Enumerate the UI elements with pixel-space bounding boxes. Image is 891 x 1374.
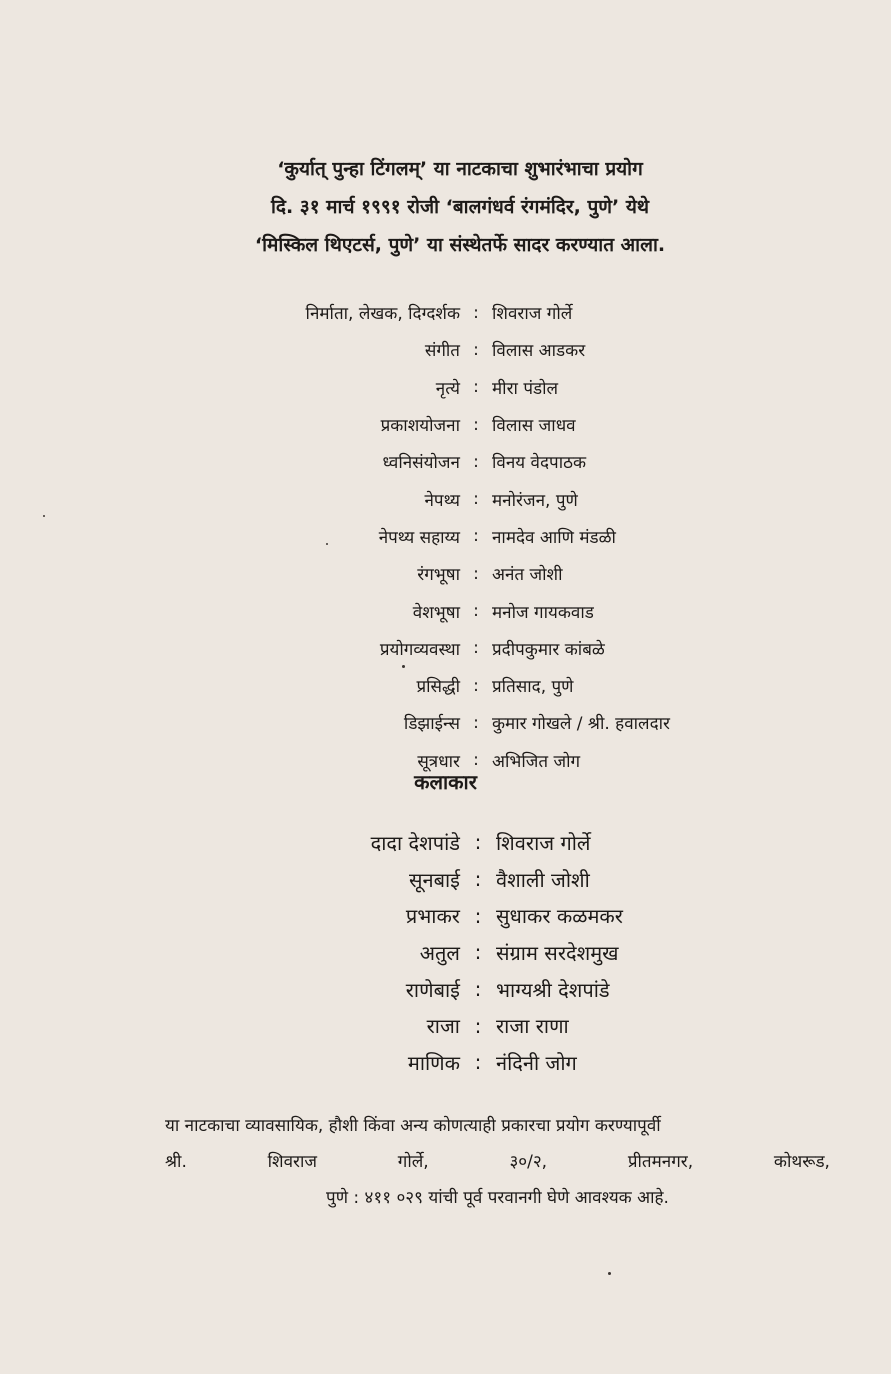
- credit-separator: :: [473, 377, 479, 398]
- credit-role: सूत्रधार: [417, 751, 460, 772]
- paper-speck: [326, 543, 328, 545]
- premiere-note-line: दि. ३१ मार्च १९९१ रोजी ‘बालगंधर्व रंगमंदिर, पुणे’ येथे: [270, 196, 650, 218]
- credit-name: प्रतिसाद, पुणे: [492, 677, 574, 698]
- credit-name: मीरा पंडोल: [492, 378, 559, 399]
- cast-actor: सुधाकर कळमकर: [496, 904, 623, 929]
- credit-row: [120, 369, 820, 406]
- credit-role: डिझाईन्स: [403, 714, 460, 735]
- credit-row: [120, 406, 820, 443]
- credit-row: [120, 331, 820, 368]
- cast-character: अतुल: [419, 940, 460, 965]
- paper-speck: [402, 665, 405, 668]
- notice-word: श्री.: [165, 1152, 187, 1172]
- credit-row: [120, 667, 820, 704]
- cast-actor: राजा राणा: [496, 1014, 569, 1039]
- cast-character: दादा देशपांडे: [370, 830, 460, 855]
- cast-separator: :: [474, 1050, 482, 1075]
- cast-actor: भाग्यश्री देशपांडे: [496, 977, 610, 1002]
- credit-row: [120, 294, 820, 331]
- credit-name: कुमार गोखले / श्री. हवालदार: [492, 714, 670, 735]
- credit-name: विलास जाधव: [492, 416, 576, 437]
- credit-separator: :: [473, 601, 479, 622]
- cast-actor: शिवराज गोर्ले: [496, 830, 591, 855]
- credit-row: [120, 518, 820, 555]
- cast-character: प्रभाकर: [405, 904, 460, 929]
- credit-name: नामदेव आणि मंडळी: [492, 527, 616, 548]
- credit-separator: :: [473, 302, 479, 323]
- credit-row: [120, 592, 820, 629]
- cast-row: [120, 971, 820, 1008]
- paper-speck: [43, 515, 45, 517]
- credit-name: शिवराज गोर्ले: [492, 304, 573, 325]
- notice-word: कोथरूड,: [773, 1152, 830, 1172]
- credit-name: अनंत जोशी: [492, 565, 563, 586]
- credit-role: संगीत: [424, 341, 460, 362]
- credit-separator: :: [473, 451, 479, 472]
- credit-role: प्रसिद्धी: [416, 677, 460, 698]
- credit-role: नृत्ये: [435, 378, 460, 399]
- cast-separator: :: [474, 830, 482, 855]
- cast-actor: नंदिनी जोग: [496, 1050, 577, 1075]
- paper-speck: [608, 1272, 611, 1275]
- premiere-note-line: ‘मिस्किल थिएटर्स, पुणे’ या संस्थेतर्फे सादर करण्यात आला.: [254, 234, 666, 256]
- cast-separator: :: [474, 867, 482, 892]
- cast-separator: :: [474, 977, 482, 1002]
- credit-separator: :: [473, 526, 479, 547]
- notice-word: शिवराज: [267, 1152, 317, 1172]
- credit-role: नेपथ्य: [424, 490, 460, 511]
- production-credits: [120, 294, 820, 779]
- credit-name: मनोरंजन, पुणे: [492, 490, 578, 511]
- credit-row: [120, 555, 820, 592]
- credit-name: विलास आडकर: [492, 341, 586, 362]
- cast-row: [120, 824, 820, 861]
- cast-separator: :: [474, 903, 482, 928]
- cast-row: [120, 897, 820, 934]
- credit-row: [120, 630, 820, 667]
- cast-heading: कलाकार: [414, 770, 477, 794]
- premiere-note-line: ‘कुर्यात् पुन्हा टिंगलम्’ या नाटकाचा शुभारंभाचा प्रयोग: [277, 158, 643, 180]
- premiere-note: [120, 150, 800, 264]
- cast-character: सूनबाई: [408, 867, 460, 892]
- credit-row: [120, 443, 820, 480]
- permission-notice: [165, 1108, 830, 1216]
- credit-separator: :: [473, 675, 479, 696]
- credit-separator: :: [473, 638, 479, 659]
- credit-name: विनय वेदपाठक: [492, 453, 587, 474]
- notice-word: ३०/२,: [509, 1152, 548, 1172]
- cast-separator: :: [474, 940, 482, 965]
- credit-separator: :: [473, 414, 479, 435]
- notice-address-line: [165, 1144, 830, 1180]
- cast-row: [120, 1044, 820, 1081]
- credit-row: [120, 704, 820, 741]
- notice-word: प्रीतमनगर,: [627, 1152, 694, 1172]
- credit-role: ध्वनिसंयोजन: [382, 453, 460, 474]
- cast-separator: :: [474, 1013, 482, 1038]
- cast-row: [120, 1007, 820, 1044]
- credit-role: नेपथ्य सहाय्य: [378, 527, 460, 548]
- credit-name: अभिजित जोग: [492, 751, 581, 772]
- notice-line: पुणे : ४११ ०२९ यांची पूर्व परवानगी घेणे आवश्यक आहे.: [326, 1188, 669, 1208]
- credit-name: प्रदीपकुमार कांबळे: [492, 639, 605, 660]
- cast-character: राणेबाई: [405, 977, 460, 1002]
- cast-actor: वैशाली जोशी: [496, 867, 590, 892]
- credit-role: रंगभूषा: [417, 565, 460, 586]
- credit-name: मनोज गायकवाड: [492, 602, 594, 623]
- notice-word: गोर्ले,: [397, 1152, 429, 1172]
- credit-separator: :: [473, 489, 479, 510]
- credit-role: निर्माता, लेखक, दिग्दर्शक: [305, 304, 460, 325]
- credit-separator: :: [473, 712, 479, 733]
- cast-row: [120, 934, 820, 971]
- cast-actor: संग्राम सरदेशमुख: [496, 940, 619, 965]
- cast-character: राजा: [426, 1014, 460, 1039]
- credit-role: वेशभूषा: [412, 602, 460, 623]
- credit-role: प्रकाशयोजना: [380, 416, 460, 437]
- credit-separator: :: [473, 750, 479, 771]
- cast-row: [120, 861, 820, 898]
- credit-role: प्रयोगव्यवस्था: [379, 639, 460, 660]
- credit-row: [120, 480, 820, 517]
- cast-list: [120, 824, 820, 1081]
- cast-character: माणिक: [407, 1050, 460, 1075]
- credit-separator: :: [473, 339, 479, 360]
- credit-separator: :: [473, 563, 479, 584]
- notice-line: या नाटकाचा व्यावसायिक, हौशी किंवा अन्य कोणत्याही प्रकारचा प्रयोग करण्यापूर्वी: [165, 1116, 661, 1136]
